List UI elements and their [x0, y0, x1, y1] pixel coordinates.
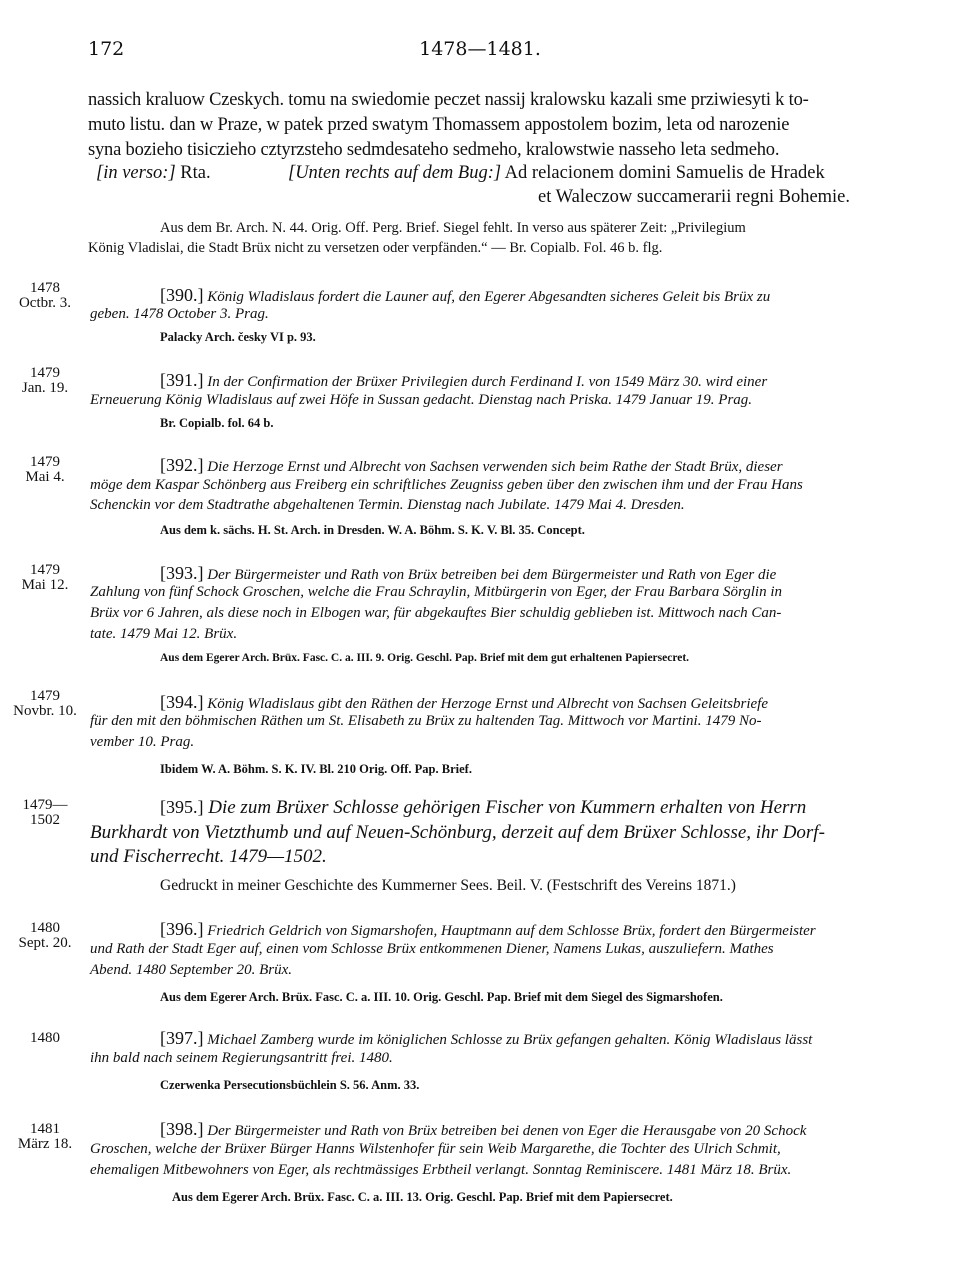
regest-line: ihn bald nach seinem Regierungsantritt frei. 1480. [90, 1050, 393, 1066]
margin-date-year: 1479— [22, 797, 68, 813]
regest-text: Friedrich Geldrich von Sigmarshofen, Hauptmann auf dem Schlosse Brüx, fordert den Bürgermeister [207, 923, 816, 939]
regest-line: vember 10. Prag. [90, 734, 195, 750]
margin-date-year: 1479 [30, 365, 60, 381]
entry-number: [397.] [160, 1028, 204, 1048]
margin-date [10, 366, 80, 396]
regest-line: Brüx vor 6 Jahren, als diese noch in Elbogen war, für abgekauftes Bier schuldig geblieben ist. Mittwoch nach Can- [90, 605, 782, 621]
regest-line [160, 919, 816, 940]
source-note: Aus dem Egerer Arch. Brüx. Fasc. C. a. III. 13. Orig. Geschl. Pap. Brief mit dem Papiersecret. [172, 1190, 673, 1204]
bug-label: [Unten rechts auf dem Bug:] [288, 163, 502, 183]
regest-text: In der Confirmation der Brüxer Privilegien durch Ferdinand I. von 1549 März 30. wird einer [207, 374, 768, 390]
regest-text: König Wladislaus fordert die Launer auf, den Egerer Abgesandten sicheres Geleit bis Brüx zu [207, 289, 771, 305]
source-note: Aus dem Egerer Arch. Brüx. Fasc. C. a. III. 9. Orig. Geschl. Pap. Brief mit dem gut erhaltenen Papiersecret. [160, 652, 690, 664]
verso-label: [in verso:] [96, 163, 176, 183]
margin-date [10, 281, 80, 311]
margin-date-day: Jan. 19. [21, 380, 69, 396]
running-head: 1478—1481. [419, 38, 541, 60]
source-note: Aus dem Egerer Arch. Brüx. Fasc. C. a. III. 10. Orig. Geschl. Pap. Brief mit dem Siegel des Sigmarshofen. [160, 990, 723, 1004]
margin-date-day: Sept. 20. [18, 935, 72, 951]
bug-text-2: et Waleczow succamerarii regni Bohemie. [538, 187, 851, 207]
margin-date [10, 798, 80, 828]
margin-date [10, 1031, 80, 1046]
verso-note [96, 163, 211, 184]
margin-date-day: Mai 4. [25, 469, 65, 485]
regest-line [160, 1119, 806, 1140]
source-note: Gedruckt in meiner Geschichte des Kummerner Sees. Beil. V. (Festschrift des Vereins 1871.) [160, 877, 736, 894]
margin-date-year: 1480 [30, 920, 60, 936]
regest-text: Michael Zamberg wurde im königlichen Schlosse zu Brüx gefangen gehalten. König Wladislaus lässt [207, 1032, 813, 1048]
entry-number: [395.] [160, 797, 204, 817]
source-note: Ibidem W. A. Böhm. S. K. IV. Bl. 210 Orig. Off. Pap. Brief. [160, 762, 472, 776]
margin-date-day: Octbr. 3. [18, 295, 72, 311]
margin-date-year: 1479 [30, 562, 60, 578]
entry-number: [396.] [160, 919, 204, 939]
margin-date-year: 1481 [30, 1121, 60, 1137]
regest-line [160, 370, 767, 391]
regest-line [160, 797, 806, 819]
regest-line: Burkhardt von Vietzthumb und auf Neuen-Schönburg, derzeit auf dem Brüxer Schlosse, ihr Dorf- [90, 822, 825, 843]
regest-text: König Wladislaus gibt den Räthen der Herzoge Ernst und Albrecht von Sachsen Geleitsbriefe [207, 696, 769, 712]
margin-date [10, 1122, 80, 1152]
source-note: König Vladislai, die Stadt Brüx nicht zu versetzen oder verpfänden.“ — Br. Copialb. Fol. 46 b. flg. [88, 240, 663, 256]
margin-date [10, 689, 80, 719]
entry-number: [392.] [160, 455, 204, 475]
verso-text: Rta. [180, 163, 211, 183]
bug-text-1: Ad relacionem domini Samuelis de Hradek [504, 163, 825, 183]
regest-line: geben. 1478 October 3. Prag. [90, 306, 269, 322]
regest-line [160, 692, 768, 713]
entry-number: [391.] [160, 370, 204, 390]
margin-date-year: 1479 [30, 454, 60, 470]
margin-date-year: 1478 [30, 280, 60, 296]
margin-date-year: 1480 [30, 1030, 60, 1046]
source-note: Aus dem Br. Arch. N. 44. Orig. Off. Perg. Brief. Siegel fehlt. In verso aus späterer Zeit: „Privilegium [160, 220, 746, 236]
entry-number: [393.] [160, 563, 204, 583]
regest-text: Der Bürgermeister und Rath von Brüx betreiben bei denen von Eger die Herausgabe von 20 Schock [207, 1123, 807, 1139]
regest-line: und Fischerrecht. 1479—1502. [90, 846, 327, 867]
regest-line: und Rath der Stadt Eger auf, einen vom Schlosse Brüx entkommenen Diener, Namens Lukas, auszuliefern. Mathes [90, 941, 774, 957]
regest-text: Der Bürgermeister und Rath von Brüx betreiben bei dem Bürgermeister und Rath von Eger die [207, 567, 777, 583]
margin-date [10, 563, 80, 593]
margin-date-day: Mai 12. [21, 577, 69, 593]
regest-text: Die Herzoge Ernst und Albrecht von Sachsen verwenden sich beim Rathe der Stadt Brüx, dieser [207, 459, 783, 475]
entry-number: [390.] [160, 285, 204, 305]
regest-line: Groschen, welche der Brüxer Bürger Hanns Wilstenhofer für sein Weib Margarethe, die Tochter des Ulrich Schmit, [90, 1141, 781, 1157]
regest-line: Schenckin vor dem Stadtrathe abgehaltenen Termin. Dienstag nach Jubilate. 1479 Mai 4. Dresden. [90, 497, 685, 513]
regest-line [160, 1028, 812, 1049]
regest-line: für den mit den böhmischen Räthen um St. Elisabeth zu Brüx zu haltenden Tag. Mittwoch vor Martini. 1479 No- [90, 713, 762, 729]
regest-line [160, 455, 783, 476]
margin-date-day: März 18. [17, 1136, 73, 1152]
regest-line: Abend. 1480 September 20. Brüx. [90, 962, 293, 978]
regest-line: möge dem Kaspar Schönberg aus Freiberg ein schriftliches Zeugniss geben über den zwischen ihm und der Frau Hans [90, 477, 803, 493]
source-note: Aus dem k. sächs. H. St. Arch. in Dresden. W. A. Böhm. S. K. V. Bl. 35. Concept. [160, 523, 585, 537]
regest-line: tate. 1479 Mai 12. Brüx. [90, 626, 238, 642]
source-note: Czerwenka Persecutionsbüchlein S. 56. Anm. 33. [160, 1078, 420, 1092]
page-number: 172 [88, 38, 125, 60]
source-note: Palacky Arch. česky VI p. 93. [160, 330, 316, 344]
entry-number: [398.] [160, 1119, 204, 1139]
charter-line: syna bozieho tisiczieho cztyrzsteho sedmdesateho sedmeho, kralowstwie nasseho leta sedmeho. [88, 140, 780, 160]
regest-line [160, 285, 770, 306]
margin-date-day: Novbr. 10. [13, 703, 77, 719]
charter-line: muto listu. dan w Praze, w patek przed swatym Thomassem appostolem bozim, leta od narozenie [88, 115, 790, 135]
margin-date [10, 921, 80, 951]
margin-date-year: 1479 [30, 688, 60, 704]
regest-text: Die zum Brüxer Schlosse gehörigen Fischer von Kummern erhalten von Herrn [208, 797, 807, 818]
source-note: Br. Copialb. fol. 64 b. [160, 416, 274, 430]
entry-number: [394.] [160, 692, 204, 712]
regest-line: Erneuerung König Wladislaus auf zwei Höfe in Sussan gedacht. Dienstag nach Priska. 1479 Januar 19. Prag. [90, 392, 753, 408]
regest-line: ehemaligen Mitbewohners von Eger, als rechtmässiges Erbtheil verlangt. Sonntag Reminiscere. 1481 März 18. Brüx. [90, 1162, 792, 1178]
margin-date-day: 1502 [30, 812, 60, 828]
regest-line: Zahlung von fünf Schock Groschen, welche die Frau Schraylin, Mitbürgerin von Eger, der Frau Barbara Sörglin in [90, 584, 782, 600]
bug-note [288, 163, 825, 184]
page-header [0, 38, 960, 68]
charter-line: nassich kraluow Czeskych. tomu na swiedomie peczet nassij kralowsku kazali sme prziwiesyti k to- [88, 90, 809, 110]
margin-date [10, 455, 80, 485]
regest-line [160, 563, 776, 584]
